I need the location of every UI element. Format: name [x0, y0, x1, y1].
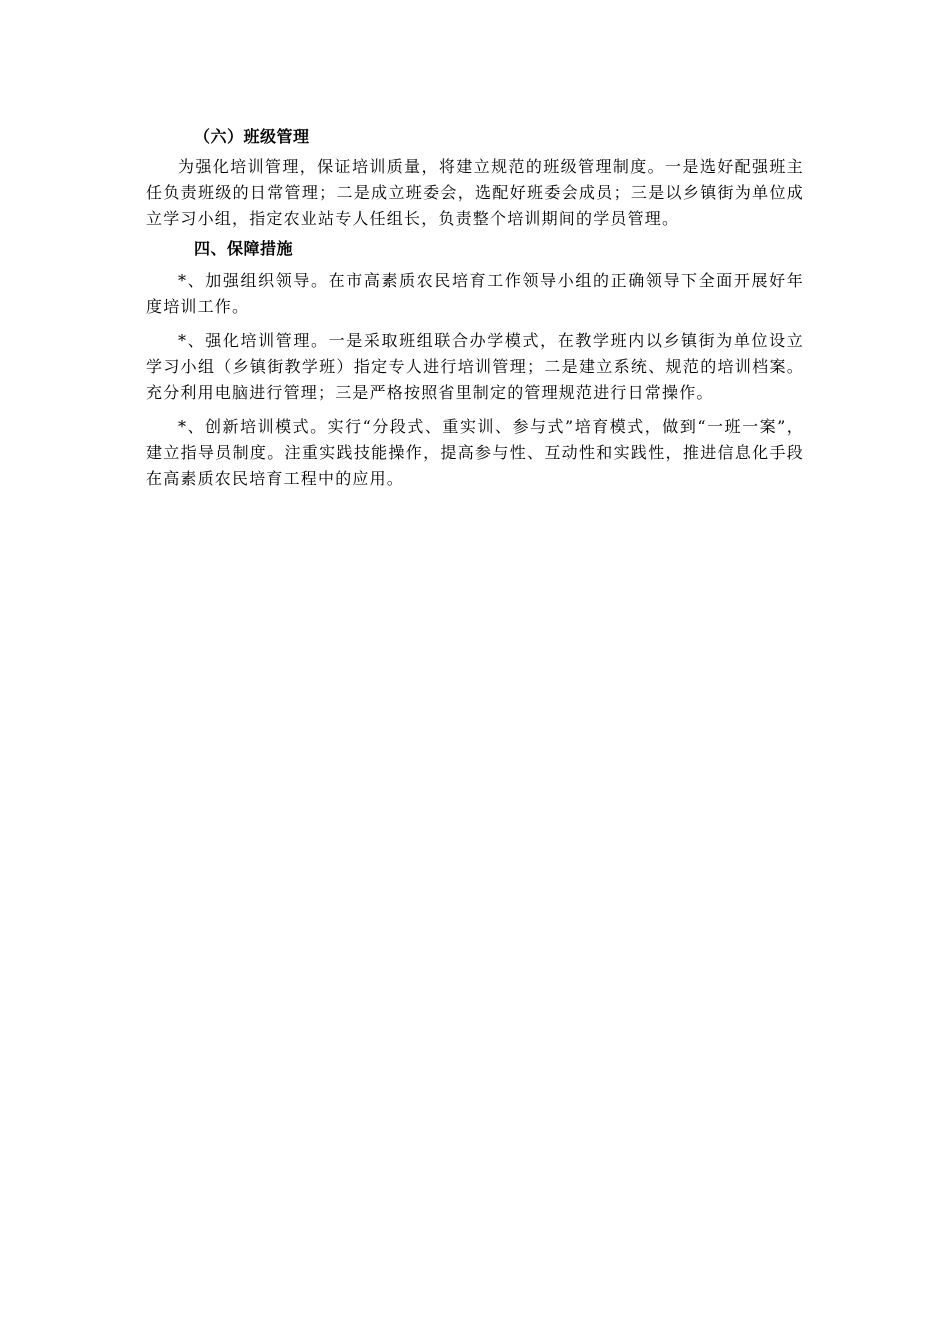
section-heading-class-management: （六）班级管理: [194, 127, 310, 146]
paragraph-training-model: *、创新培训模式。实行“分段式、重实训、参与式”培育模式，做到“一班一案”，建立指导员制度。注重实践技能操作，提高参与性、互动性和实践性，推进信息化手段在高素质农民培育工程中的应用。: [146, 417, 804, 488]
document-page: [146, 124, 804, 500]
paragraph-training-management: *、强化培训管理。一是采取班组联合办学模式，在教学班内以乡镇街为单位设立学习小组（乡镇街教学班）指定专人进行培训管理；二是建立系统、规范的培训档案。充分利用电脑进行管理；三是严格按照省里制定的管理规范进行日常操作。: [146, 331, 804, 402]
paragraph-organization-leadership: *、加强组织领导。在市高素质农民培育工作领导小组的正确领导下全面开展好年度培训工作。: [146, 271, 804, 316]
paragraph-class-management: 为强化培训管理，保证培训质量，将建立规范的班级管理制度。一是选好配强班主任负责班级的日常管理；二是成立班委会，选配好班委会成员；三是以乡镇街为单位成立学习小组，指定农业站专人任组长，负责整个培训期间的学员管理。: [146, 157, 804, 228]
section-heading-safeguards: 四、保障措施: [194, 239, 294, 258]
